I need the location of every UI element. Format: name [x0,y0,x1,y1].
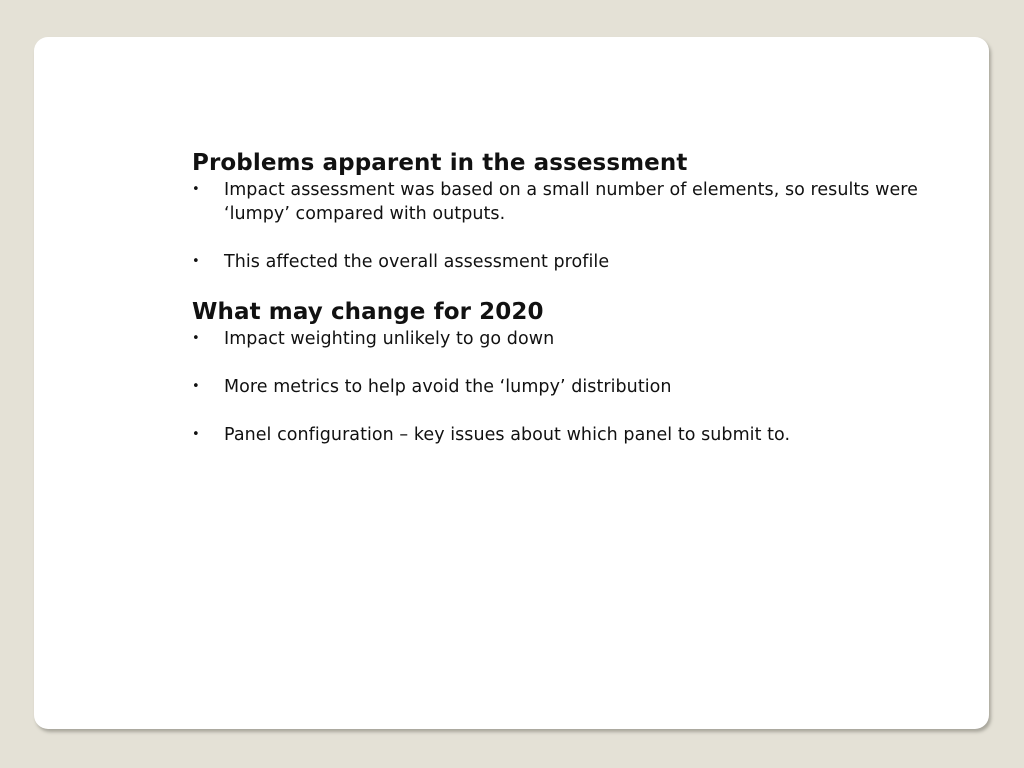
bullet-icon: • [192,331,200,346]
bullet-text: Impact assessment was based on a small number of elements, so results were ‘lumpy’ compared with outputs. [224,180,918,224]
bullet-item [192,423,972,447]
bullet-text: Impact weighting unlikely to go down [224,329,555,349]
slide-card [34,37,989,729]
bullet-item [192,327,972,351]
bullet-text: Panel configuration – key issues about which panel to submit to. [224,425,791,445]
section-heading-changes: What may change for 2020 [192,299,544,325]
bullet-icon: • [192,182,200,197]
bullet-list-changes [192,327,972,447]
bullet-list-problems [192,178,972,274]
bullet-item [192,178,972,226]
section-heading-problems: Problems apparent in the assessment [192,150,688,176]
slide-content [192,148,972,447]
bullet-icon: • [192,427,200,442]
bullet-icon: • [192,379,200,394]
bullet-icon: • [192,254,200,269]
bullet-text: More metrics to help avoid the ‘lumpy’ distribution [224,377,672,397]
bullet-text: This affected the overall assessment profile [224,252,610,272]
bullet-item [192,375,972,399]
bullet-item [192,250,972,274]
